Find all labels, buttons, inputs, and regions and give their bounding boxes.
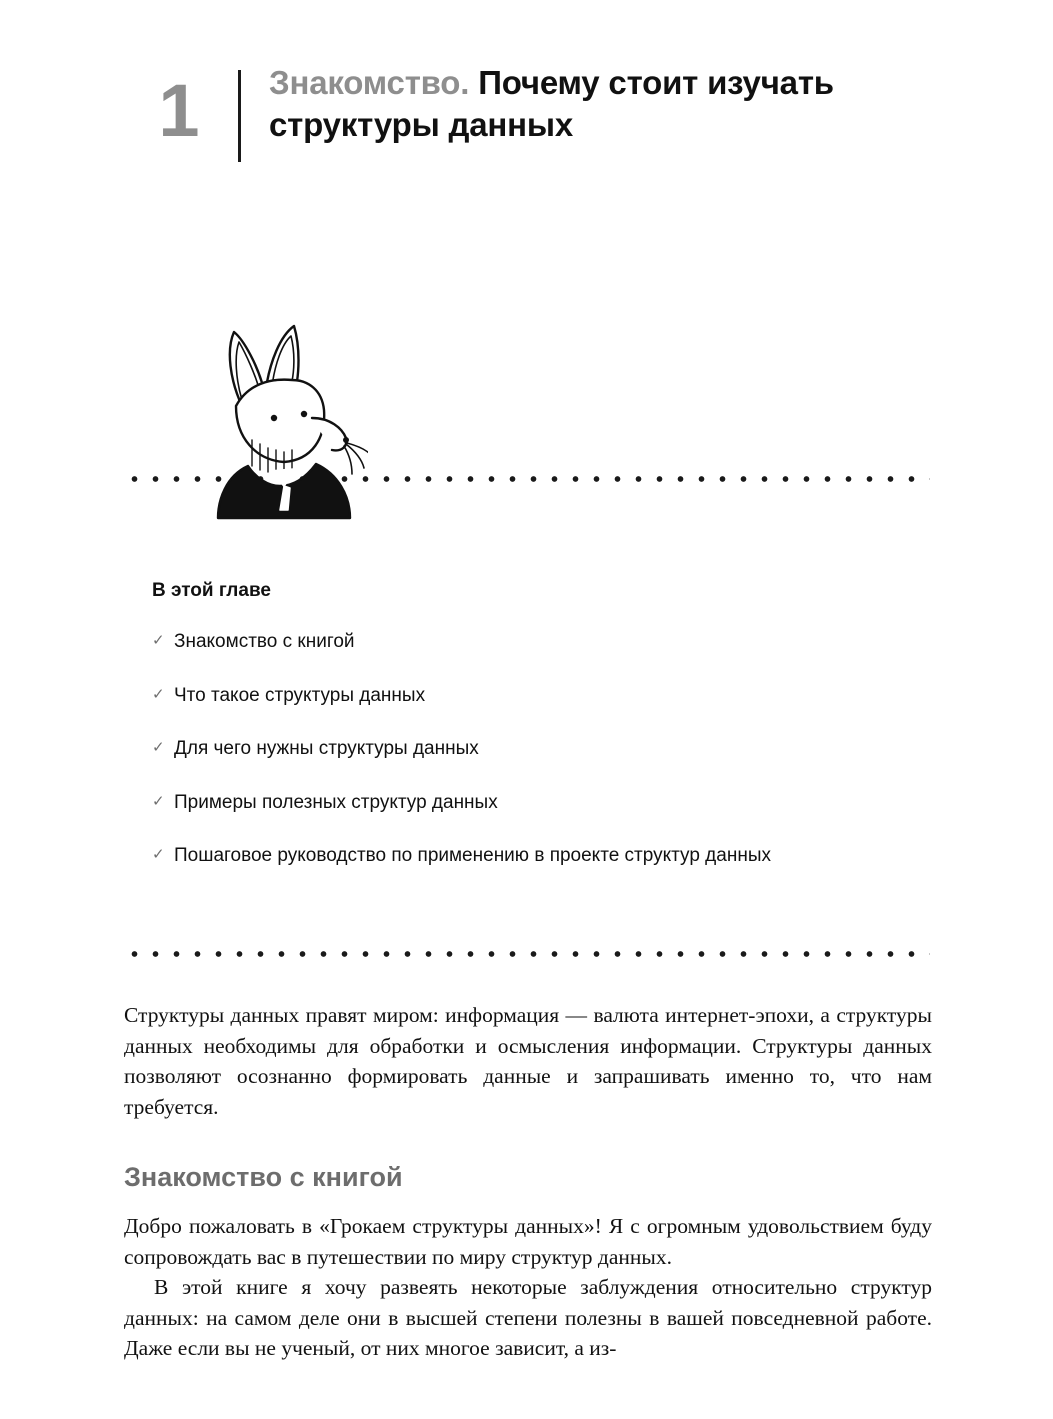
- list-item: [152, 628, 942, 656]
- check-icon: ✓: [152, 632, 165, 649]
- section-heading: Знакомство с книгой: [124, 1162, 403, 1193]
- check-icon: ✓: [152, 685, 165, 703]
- list-item-label: Что такое структуры данных: [174, 684, 426, 706]
- list-item-label: Знакомство с книгой: [174, 631, 355, 652]
- list-item-label: Пошаговое руководство по применению в проекте структур данных: [174, 845, 771, 867]
- body-paragraph-1: Добро пожаловать в «Грокаем структуры данных»! Я с огромным удовольствием буду сопровождать вас в путешествии по миру структур данных.: [124, 1214, 932, 1269]
- chapter-divider-rule: [238, 70, 241, 162]
- check-icon: ✓: [152, 792, 165, 810]
- mascot-band: [0, 300, 1053, 540]
- body-paragraph-2: В этой книге я хочу развеять некоторые заблуждения относительно структур данных: на самом деле они в высшей степени полезны в вашей повседневной работе. Даже если вы не ученый, от них многое зависит, а из-: [124, 1275, 932, 1361]
- chapter-title-lead: Знакомство.: [269, 64, 470, 101]
- list-item: [152, 789, 942, 817]
- list-item-label: Примеры полезных структур данных: [174, 791, 498, 813]
- list-item-label: Для чего нужны структуры данных: [174, 738, 479, 760]
- chapter-contents-heading: В этой главе: [152, 580, 271, 601]
- dotted-divider-bottom: [124, 950, 930, 958]
- check-icon: ✓: [152, 846, 165, 864]
- chapter-number: 1: [158, 69, 200, 152]
- check-icon: ✓: [152, 739, 165, 757]
- body-text-area: [124, 1000, 932, 1364]
- list-item: [152, 842, 942, 870]
- list-item: [152, 682, 942, 710]
- chapter-title-rest: Почему стоит изучать структуры данных: [269, 64, 834, 144]
- mouse-mascot-icon: [200, 310, 368, 520]
- chapter-header: [120, 62, 909, 162]
- list-item: [152, 735, 942, 763]
- chapter-title: [269, 62, 909, 146]
- chapter-contents-list: [152, 580, 942, 896]
- intro-paragraph: Структуры данных правят миром: информация — валюта интернет-эпохи, а структуры данных необходимы для обработки и осмысления информации. Структуры данных позволяют осознанно формировать данные и запрашивать именно то, что нам требуется.: [124, 1003, 932, 1119]
